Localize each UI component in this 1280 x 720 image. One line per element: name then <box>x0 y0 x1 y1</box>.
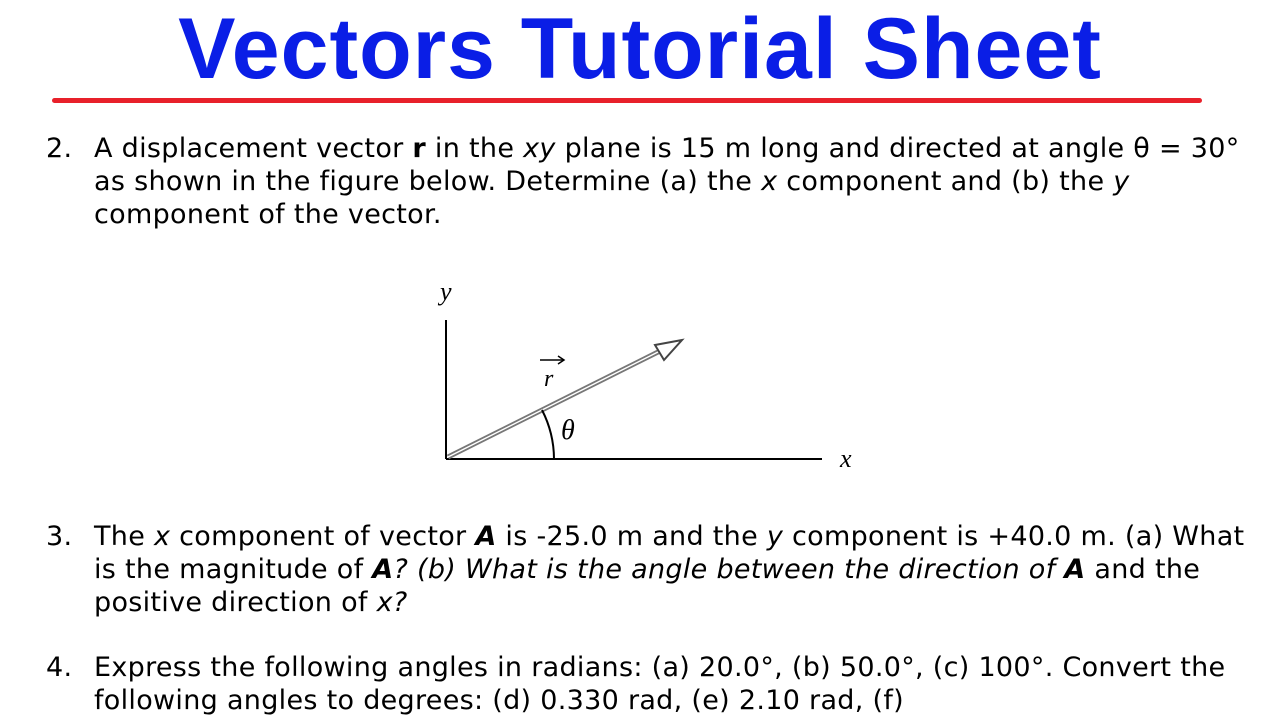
text-run: and the positive direction of <box>94 554 1201 618</box>
question-2 <box>46 132 1266 231</box>
page-title: Vectors Tutorial Sheet <box>178 1 1102 97</box>
variable: y <box>766 521 784 552</box>
variable: x <box>761 166 778 197</box>
angle-label: θ <box>561 415 575 446</box>
variable: y <box>1113 166 1130 197</box>
question-number: 3. <box>46 521 73 552</box>
text-run: A displacement vector <box>94 133 413 164</box>
text-run: component is +40.0 m. (a) What is the magnitude of <box>94 521 1245 585</box>
text-run: The <box>94 521 154 552</box>
text-run: component and (b) the <box>777 166 1114 197</box>
text-run: ? <box>392 587 408 618</box>
title-underline <box>52 98 1202 103</box>
variable: xy <box>523 133 556 164</box>
variable: x <box>154 521 171 552</box>
text-run: plane is 15 m long and directed at angle θ = 30° as shown in the figure below. Determine (a) the <box>94 133 1240 197</box>
question-text <box>94 132 1266 231</box>
question-text <box>94 651 1266 717</box>
arrowhead <box>655 340 682 360</box>
variable: x <box>376 587 393 618</box>
text-run: ? (b) What is the angle between the direction of <box>393 554 1065 585</box>
vector-symbol: A <box>1064 554 1086 585</box>
text-run: Express the following angles in radians: (a) 20.0°, (b) 50.0°, (c) 100°. Convert the following angles to degrees: (d) 0.330 rad, (e) 2.10 rad, (f) <box>94 652 1226 716</box>
vector-symbol: A <box>475 521 497 552</box>
angle-arc <box>542 410 554 459</box>
vector-symbol: A <box>372 554 394 585</box>
vector-figure <box>420 272 880 482</box>
question-number: 4. <box>46 652 73 683</box>
question-3 <box>46 520 1266 619</box>
text-run: is -25.0 m and the <box>496 521 767 552</box>
vector-symbol: r <box>412 133 427 164</box>
question-text <box>94 520 1266 619</box>
y-axis-label: y <box>440 277 452 306</box>
question-number: 2. <box>46 133 73 164</box>
vector-over-arrow <box>540 356 564 364</box>
text-run: component of vector <box>170 521 476 552</box>
x-axis-label: x <box>840 444 852 473</box>
vector-shaft-core <box>448 349 664 457</box>
vector-label: r <box>544 366 554 392</box>
text-run: component of the vector. <box>94 199 442 230</box>
text-run: in the <box>426 133 524 164</box>
question-4 <box>46 651 1266 717</box>
